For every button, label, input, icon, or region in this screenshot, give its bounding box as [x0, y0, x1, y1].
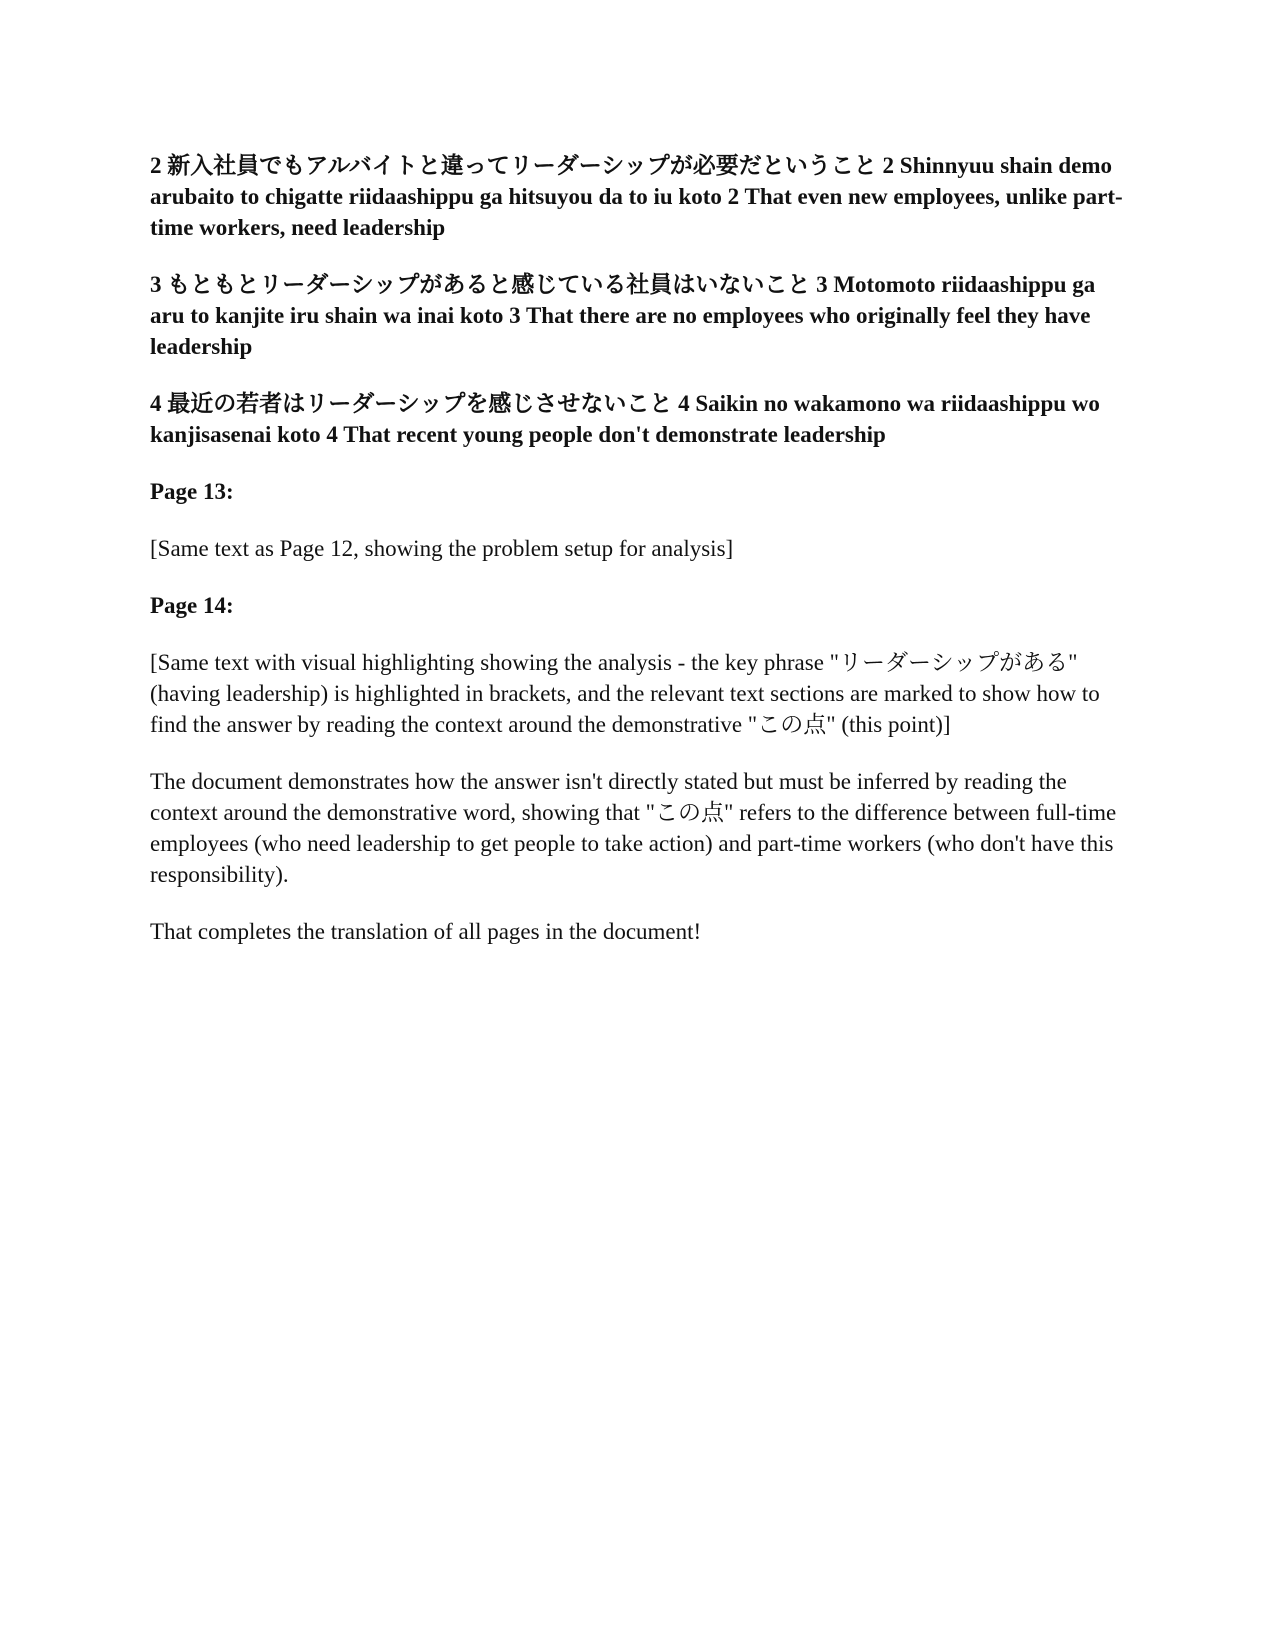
answer-option-2: 2 新入社員でもアルバイトと違ってリーダーシップが必要だということ 2 Shinnyuu shain demo arubaito to chigatte riidaashippu ga hitsuyou da to iu koto 2 That even new employees, unlike part-time workers, need leadership	[150, 153, 1123, 240]
page-13-heading: Page 13:	[150, 479, 234, 504]
summary-paragraph: The document demonstrates how the answer isn't directly stated but must be inferred by reading the context around the demonstrative word, showing that "この点" refers to the difference between full-time employees (who need leadership to get people to take action) and part-time workers (who don't have this responsibility).	[150, 769, 1117, 887]
answer-option-4: 4 最近の若者はリーダーシップを感じさせないこと 4 Saikin no wakamono wa riidaashippu wo kanjisasenai koto 4 That recent young people don't demonstrate leadership	[150, 391, 1100, 447]
closing-paragraph: That completes the translation of all pages in the document!	[150, 919, 702, 944]
page-13-text: [Same text as Page 12, showing the problem setup for analysis]	[150, 536, 734, 561]
page-14-text: [Same text with visual highlighting showing the analysis - the key phrase "リーダーシップがある" (having leadership) is highlighted in brackets, and the relevant text sections are marked to show how to find the answer by reading the context around the demonstrative "この点" (this point)]	[150, 650, 1100, 737]
document-body	[150, 150, 1130, 973]
answer-option-3: 3 もともとリーダーシップがあると感じている社員はいないこと 3 Motomoto riidaashippu ga aru to kanjite iru shain wa inai koto 3 That there are no employees who originally feel they have leadership	[150, 272, 1096, 359]
page-14-heading: Page 14:	[150, 593, 234, 618]
